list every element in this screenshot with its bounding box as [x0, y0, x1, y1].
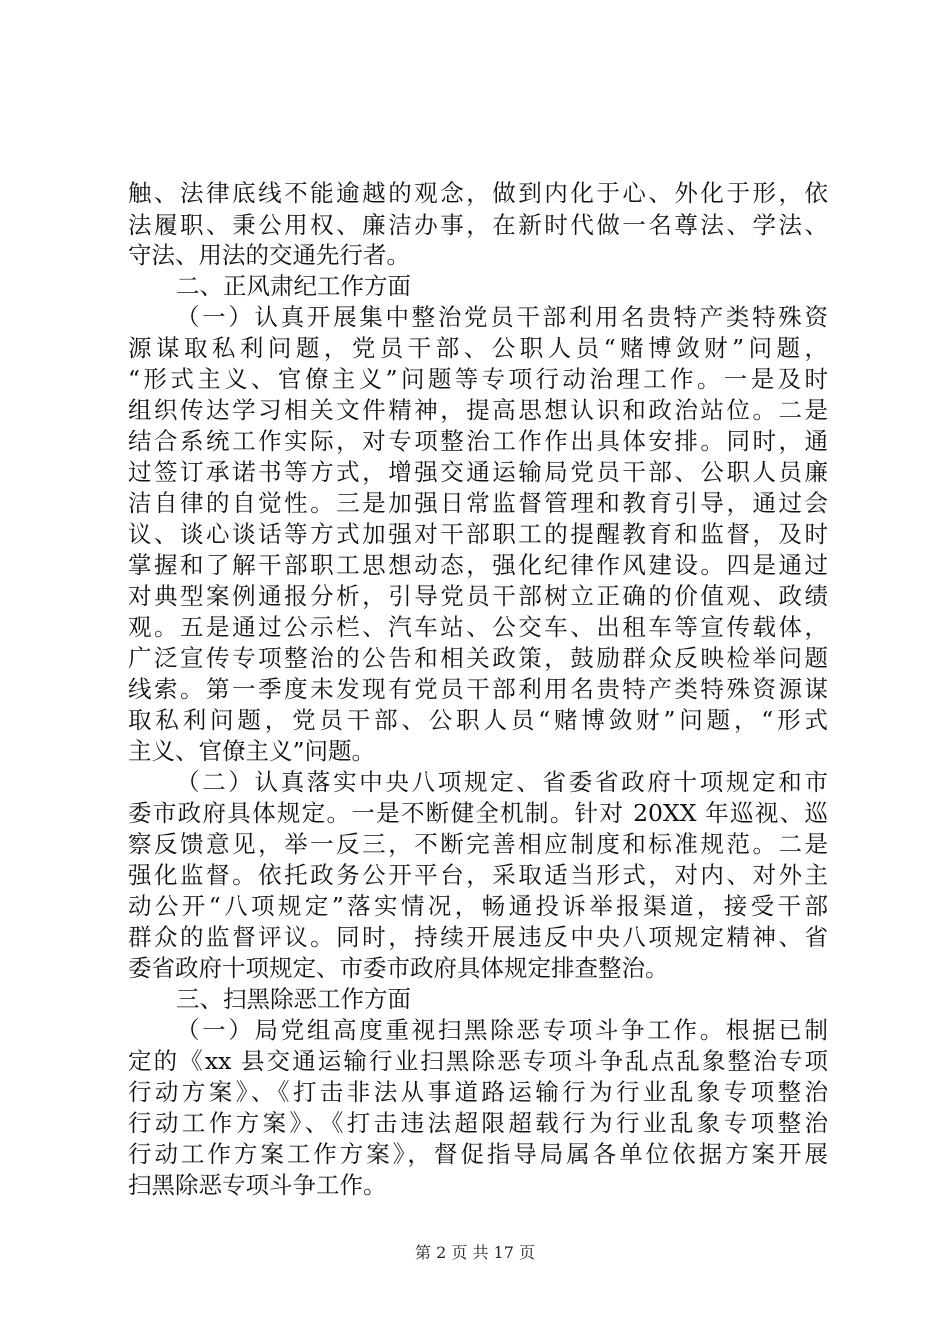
page-number-footer: 第 2 页 共 17 页 — [415, 1243, 535, 1262]
body-text-line: 守法、用法的交通先行者。 — [128, 241, 410, 269]
body-text-line: 行动工作方案工作方案》，督促指导局属各单位依据方案开展 — [128, 1140, 828, 1168]
body-text-line: 法履职、秉公用权、廉洁办事，在新时代做一名尊法、学法、 — [128, 211, 828, 239]
body-text-line: （一）认真开展集中整治党员干部利用名贵特产类特殊资 — [176, 303, 828, 331]
section-heading: 三、扫黑除恶工作方面 — [176, 985, 411, 1013]
body-text-line: 主义、官僚主义”问题。 — [128, 737, 376, 765]
body-text-line: 线索。第一季度未发现有党员干部利用名贵特产类特殊资源谋 — [128, 675, 828, 703]
body-text-line: （二）认真落实中央八项规定、省委省政府十项规定和市 — [176, 768, 828, 796]
body-text-line: 洁自律的自觉性。三是加强日常监督管理和教育引导，通过会 — [128, 489, 828, 517]
body-text-line: 群众的监督评议。同时，持续开展违反中央八项规定精神、省 — [128, 923, 828, 951]
body-text-line: 触、法律底线不能逾越的观念，做到内化于心、外化于形，依 — [128, 179, 828, 207]
body-text-line: 扫黑除恶专项斗争工作。 — [128, 1171, 387, 1199]
body-text-line: 委市政府具体规定。一是不断健全机制。针对 20XX 年巡视、巡 — [128, 799, 828, 827]
body-text-line: 议、谈心谈话等方式加强对干部职工的提醒教育和监督，及时 — [128, 520, 828, 548]
body-text-line: 观。五是通过公示栏、汽车站、公交车、出租车等宣传载体， — [128, 613, 828, 641]
body-text-line: （一）局党组高度重视扫黑除恶专项斗争工作。根据已制 — [176, 1016, 828, 1044]
body-text-line: 组织传达学习相关文件精神，提高思想认识和政治站位。二是 — [128, 396, 828, 424]
body-text-line: 对典型案例通报分析，引导党员干部树立正确的价值观、政绩 — [128, 582, 828, 610]
body-text-line: 定的《xx 县交通运输行业扫黑除恶专项斗争乱点乱象整治专项 — [128, 1047, 828, 1075]
section-heading: 二、正风肃纪工作方面 — [176, 272, 411, 300]
body-text-line: 取私利问题，党员干部、公职人员“赌博敛财”问题，“形式 — [128, 706, 828, 734]
body-text-line: 察反馈意见，举一反三，不断完善相应制度和标准规范。二是 — [128, 830, 828, 858]
body-text-line: 过签订承诺书等方式，增强交通运输局党员干部、公职人员廉 — [128, 458, 828, 486]
body-text-line: 广泛宣传专项整治的公告和相关政策，鼓励群众反映检举问题 — [128, 644, 828, 672]
body-text-line: 行动工作方案》、《打击违法超限超载行为行业乱象专项整治 — [128, 1109, 828, 1137]
body-text-line: 委省政府十项规定、市委市政府具体规定排查整治。 — [128, 954, 669, 982]
body-text-line: 动公开“八项规定”落实情况，畅通投诉举报渠道，接受干部 — [128, 892, 828, 920]
body-text-line: “形式主义、官僚主义”问题等专项行动治理工作。一是及时 — [128, 365, 828, 393]
body-text-line: 源谋取私利问题，党员干部、公职人员“赌博敛财”问题， — [128, 334, 828, 362]
body-text-line: 结合系统工作实际，对专项整治工作作出具体安排。同时，通 — [128, 427, 828, 455]
body-text-line: 行动方案》、《打击非法从事道路运输行为行业乱象专项整治 — [128, 1078, 828, 1106]
body-text-line: 掌握和了解干部职工思想动态，强化纪律作风建设。四是通过 — [128, 551, 828, 579]
body-text-line: 强化监督。依托政务公开平台，采取适当形式，对内、对外主 — [128, 861, 828, 889]
